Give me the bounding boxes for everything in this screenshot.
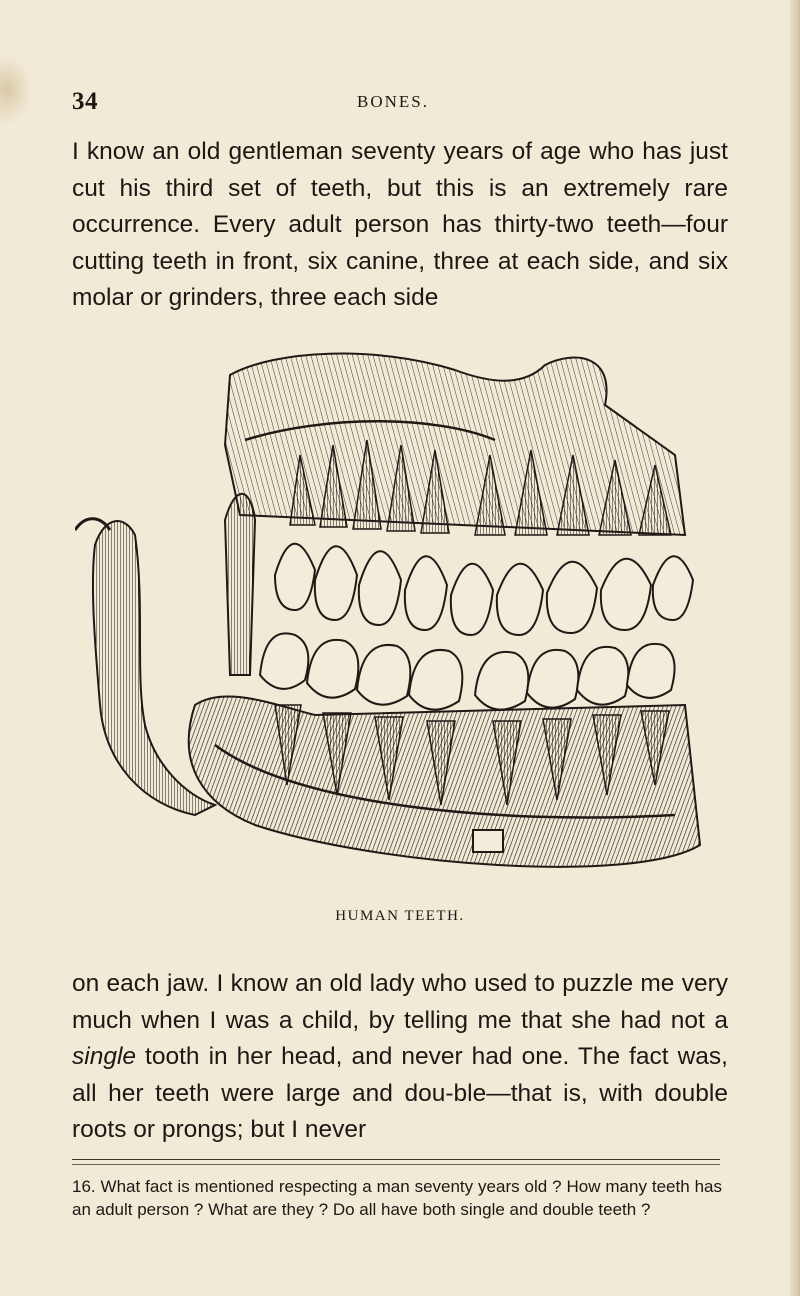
paragraph-2 bbox=[72, 966, 728, 1149]
footnote-rule bbox=[72, 1159, 720, 1160]
question-number: 16. bbox=[72, 1177, 96, 1196]
lower-teeth bbox=[260, 633, 675, 709]
human-teeth-illustration bbox=[75, 345, 720, 890]
study-question bbox=[72, 1175, 722, 1221]
page-number: 34 bbox=[72, 88, 98, 115]
footnote-rule-thin bbox=[72, 1164, 720, 1165]
figure-caption: HUMAN TEETH. bbox=[335, 908, 465, 924]
paragraph-1: I know an old gentleman seventy years of age who has just cut his third set of teeth, but this is an extremely rare occurrence. Every adult person has thirty-two teeth—four cutting teeth in front, six canine, three at each side, and six molar or grinders, three each side bbox=[72, 138, 728, 311]
paragraph-2-text-b: tooth in her head, and never had one. The fact was, all her teeth were large and dou-ble—that is, with double roots or prongs; but I never bbox=[72, 1043, 728, 1143]
paper-stain bbox=[0, 55, 32, 125]
nerve-label-box bbox=[473, 830, 503, 852]
emphasis-single: single bbox=[72, 1043, 137, 1070]
coronoid-process bbox=[225, 494, 255, 675]
question-text: What fact is mentioned respecting a man seventy years old ? How many teeth has an adult person ? What are they ? Do all have both single and double teeth ? bbox=[72, 1177, 722, 1219]
page-header bbox=[72, 88, 722, 118]
page-edge bbox=[790, 0, 800, 1296]
paragraph-2-text-a: on each jaw. I know an old lady who used to puzzle me very much when I was a child, by telling me that she had not a bbox=[72, 970, 728, 1034]
upper-teeth bbox=[275, 544, 693, 635]
running-head: BONES. bbox=[357, 92, 429, 111]
